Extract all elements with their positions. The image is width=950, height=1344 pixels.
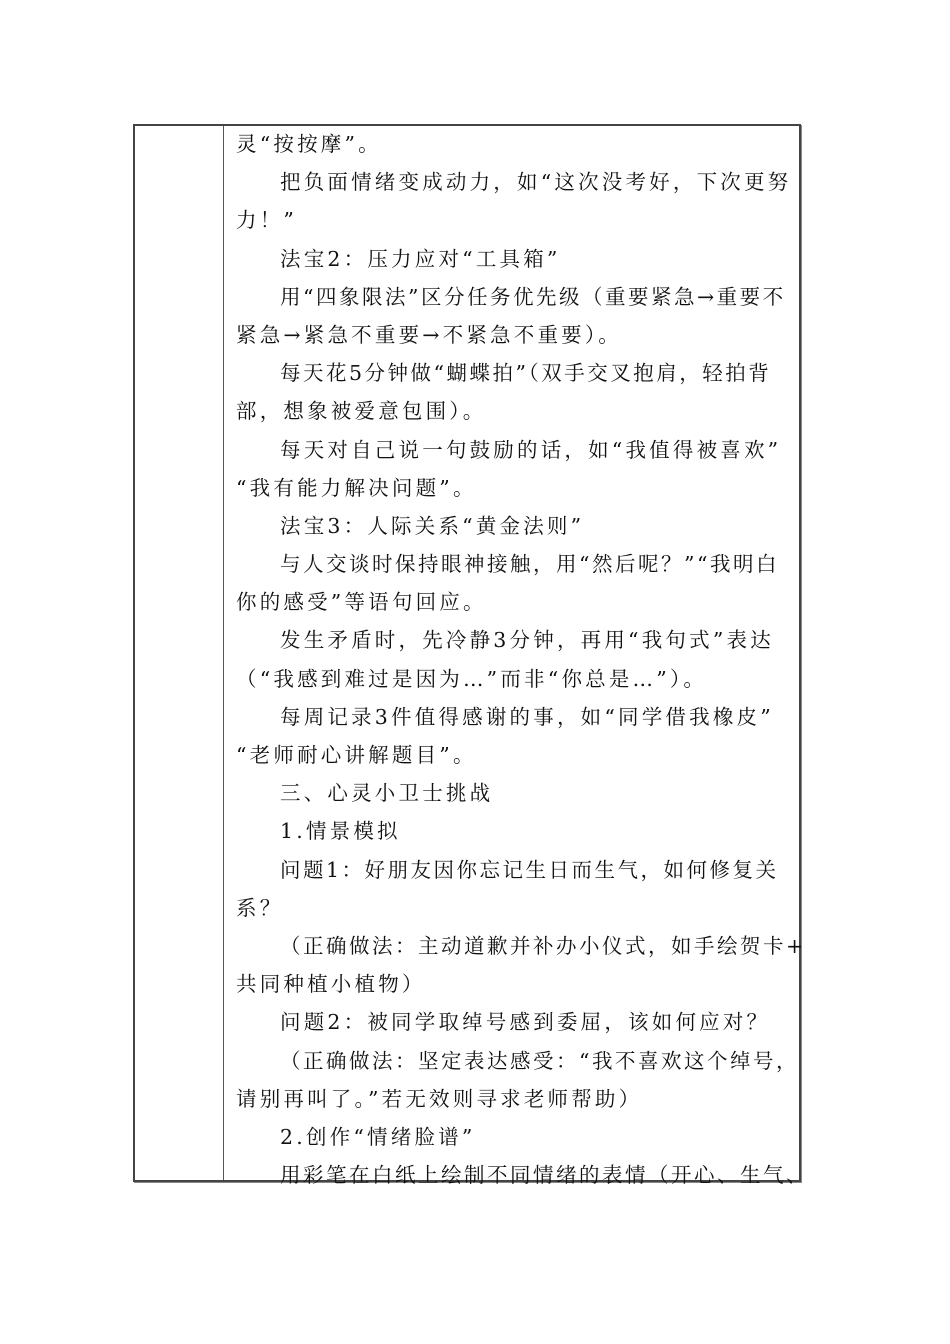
text-line: “老师耐心讲解题目”。: [236, 743, 477, 767]
text-line: 法宝2：压力应对“工具箱”: [280, 246, 561, 271]
text-line: （“我感到难过是因为…”而非“你总是…”）。: [236, 666, 708, 691]
text-line: 用彩笔在白纸上绘制不同情绪的表情（开心、生气、: [280, 1163, 809, 1188]
content-table: [133, 124, 809, 1188]
text-line: （正确做法：主动道歉并补办小仪式，如手绘贺卡+: [280, 933, 806, 958]
text-line: 请别再叫了。”若无效则寻求老师帮助）: [236, 1086, 643, 1111]
text-line: 问题1：好朋友因你忘记生日而生气，如何修复关: [280, 857, 779, 882]
text-line: 共同种植小植物）: [236, 972, 426, 997]
text-line: 每天对自己说一句鼓励的话，如“我值得被喜欢”: [280, 437, 782, 462]
text-line: 问题2：被同学取绰号感到委屈，该如何应对？: [280, 1010, 771, 1035]
text-line: 用“四象限法”区分任务优先级（重要紧急→重要不: [280, 284, 786, 309]
text-line: “我有能力解决问题”。: [236, 475, 477, 500]
text-line: 法宝3：人际关系“黄金法则”: [280, 513, 585, 538]
text-line: 灵“按按摩”。: [236, 132, 382, 156]
text-line: 每周记录3件值得感谢的事，如“同学借我橡皮”: [280, 704, 774, 729]
text-line: （正确做法：坚定表达感受：“我不喜欢这个绰号，: [280, 1048, 799, 1073]
subsection-heading: 1.情景模拟: [280, 819, 401, 844]
text-line: 把负面情绪变成动力，如“这次没考好，下次更努: [280, 170, 792, 195]
text-line: 紧急→紧急不重要→不紧急不重要）。: [236, 322, 623, 347]
text-line: 发生矛盾时，先冷静3分钟，再用“我句式”表达: [280, 628, 774, 653]
subsection-heading: 2.创作“情绪脸谱”: [280, 1124, 476, 1149]
text-line: 与人交谈时保持眼神接触，用“然后呢？”“我明白: [280, 552, 779, 577]
text-line: 每天花5分钟做“蝴蝶拍”（双手交叉抱肩，轻拍背: [280, 361, 772, 386]
text-line: 力！”: [236, 208, 298, 233]
section-heading: 三、心灵小卫士挑战: [280, 781, 494, 806]
text-line: 部，想象被爱意包围）。: [236, 399, 487, 424]
table-content-cell: [236, 126, 809, 1194]
text-line: 系？: [236, 895, 284, 920]
text-line: 你的感受”等语句回应。: [236, 590, 487, 615]
table-column-divider: [223, 126, 224, 1180]
